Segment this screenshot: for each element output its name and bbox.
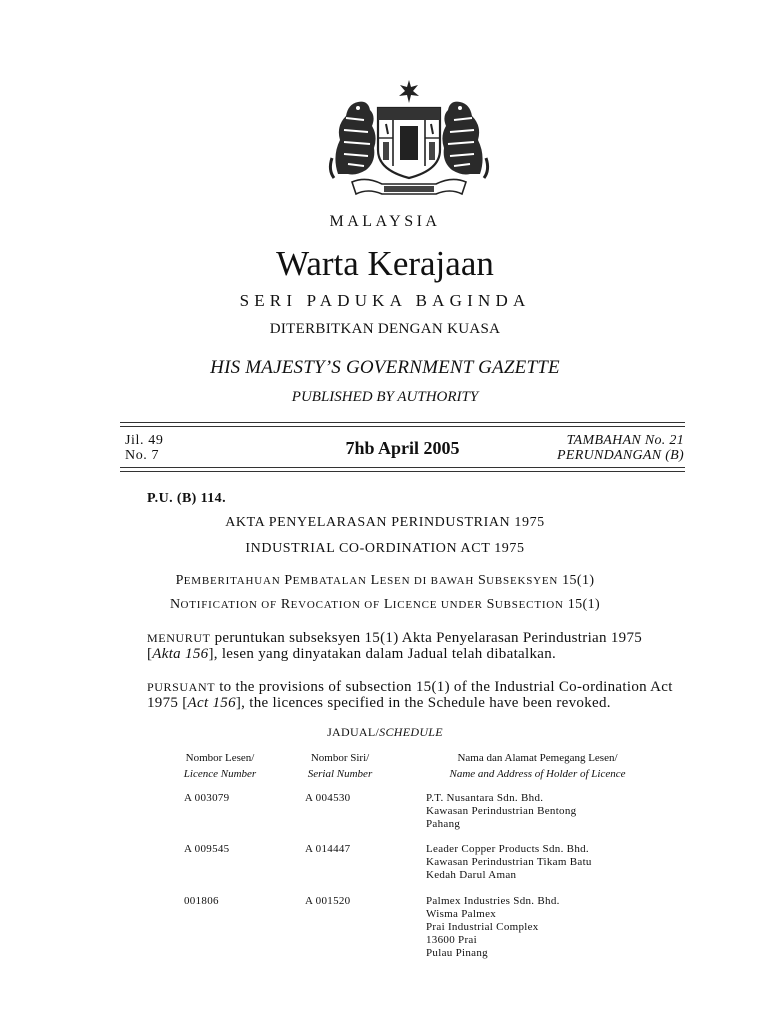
issue-number: No. 7 [125, 448, 160, 463]
header-rule-bottom-double [120, 471, 685, 472]
supplement-info [557, 433, 684, 463]
act-title-en: INDUSTRIAL CO-ORDINATION ACT 1975 [245, 541, 525, 556]
country-name: MALAYSIA [329, 213, 441, 230]
header-rule-top [120, 422, 685, 423]
gazette-subtitle: SERI PADUKA BAGINDA [239, 291, 531, 310]
coat-of-arms-emblem [326, 78, 492, 200]
column-header-holder: Nama dan Alamat Pemegang Lesen/ Name and Address of Holder of Licence [449, 752, 626, 780]
volume-number: Jil. 49 [125, 433, 164, 448]
licence-number-cell: 001806 [184, 895, 219, 907]
act-reference-en: Act 156 [187, 695, 236, 711]
issued-by-authority-ms: DITERBITKAN DENGAN KUASA [269, 321, 501, 337]
paragraph-ms: MENURUT peruntukan subseksyen 15(1) Akta Penyelarasan Perindustrian 1975 [Akta 156], lesen yang dinyatakan dalam Jadual telah dibatalkan. [147, 630, 643, 662]
licence-number-cell: A 009545 [184, 843, 230, 855]
issue-date: 7hb April 2005 [345, 438, 460, 458]
column-header-licence: Nombor Lesen/ Licence Number [183, 752, 257, 780]
paragraph-en-lead: PURSUANT [147, 680, 216, 694]
holder-cell: P.T. Nusantara Sdn. Bhd. Kawasan Perindustrian Bentong Pahang [426, 792, 577, 830]
supplement-series: PERUNDANGAN (B) [557, 448, 684, 463]
act-reference-ms: Akta 156 [152, 646, 209, 662]
licence-number-cell: A 003079 [184, 792, 230, 804]
holder-cell: Leader Copper Products Sdn. Bhd. Kawasan Perindustrian Tikam Batu Kedah Darul Aman [426, 843, 592, 881]
schedule-title: JADUAL/SCHEDULE [327, 725, 443, 739]
published-by-authority-en: PUBLISHED BY AUTHORITY [291, 389, 479, 405]
holder-cell: Palmex Industries Sdn. Bhd. Wisma Palmex Prai Industrial Complex 13600 Prai Pulau Pinang [426, 895, 560, 959]
header-rule-bottom [120, 467, 685, 468]
serial-number-cell: A 004530 [305, 792, 351, 804]
notice-reference: P.U. (B) 114. [147, 491, 226, 506]
gazette-title: Warta Kerajaan [276, 244, 494, 283]
header-rule-top-double [120, 426, 685, 427]
notice-heading-ms: PEMBERITAHUAN PEMBATALAN LESEN DI BAWAH SUBSEKSYEN 15(1) [175, 573, 595, 588]
paragraph-ms-lead: MENURUT [147, 631, 211, 645]
serial-number-cell: A 001520 [305, 895, 351, 907]
notice-heading-en: NOTIFICATION OF REVOCATION OF LICENCE UNDER SUBSECTION 15(1) [169, 597, 601, 612]
supplement-number: TAMBAHAN No. 21 [566, 433, 684, 448]
paragraph-en: PURSUANT to the provisions of subsection 15(1) of the Industrial Co-ordination Act 1975 [Act 156], the licences specified in the Schedule have been revoked. [147, 679, 673, 711]
gazette-title-en: HIS MAJESTY’S GOVERNMENT GAZETTE [210, 357, 560, 378]
serial-number-cell: A 014447 [305, 843, 351, 855]
column-header-serial: Nombor Siri/ Serial Number [307, 752, 373, 780]
act-title-ms: AKTA PENYELARASAN PERINDUSTRIAN 1975 [225, 515, 545, 530]
